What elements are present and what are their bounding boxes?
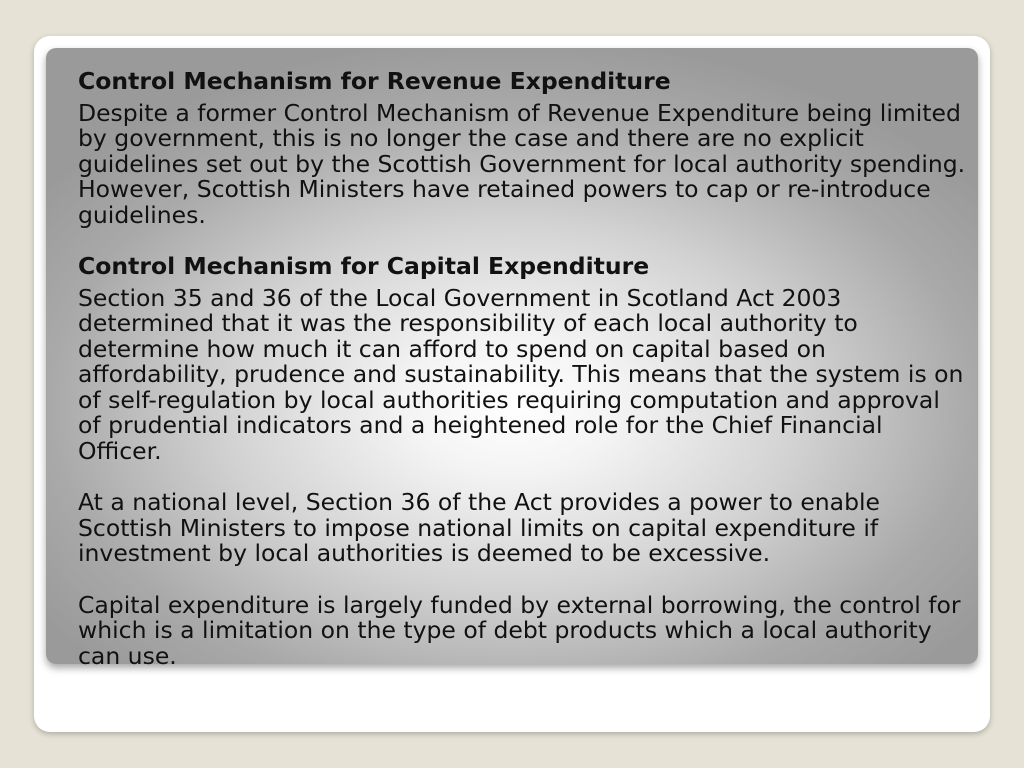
slide-text-body <box>78 69 968 669</box>
revenue-expenditure-paragraph: Despite a former Control Mechanism of Revenue Expenditure being limited by government, this is no longer the case and there are no explicit guidelines set out by the Scottish Government for local authority spending. However, Scottish Ministers have retained powers to cap or re-introduce guidelines. <box>78 98 966 229</box>
revenue-expenditure-heading: Control Mechanism for Revenue Expenditure <box>78 67 671 95</box>
capital-funding-paragraph: Capital expenditure is largely funded by external borrowing, the control for which is a limitation on the type of debt products which a local authority can use. <box>78 590 961 670</box>
capital-expenditure-heading: Control Mechanism for Capital Expenditure <box>78 252 650 280</box>
national-level-paragraph: At a national level, Section 36 of the Act provides a power to enable Scottish Ministers to impose national limits on capital expenditure if investment by local authorities is deemed to be excessive. <box>78 488 880 567</box>
capital-expenditure-paragraph: Section 35 and 36 of the Local Government in Scotland Act 2003 determined that it was the responsibility of each local authority to determine how much it can afford to spend on capital based on affordability, prudence and sustainability. This means that the system is on of self-regulation by local authorities requiring computation and approval of prudential indicators and a heightened role for the Chief Financial Officer. <box>78 283 964 465</box>
